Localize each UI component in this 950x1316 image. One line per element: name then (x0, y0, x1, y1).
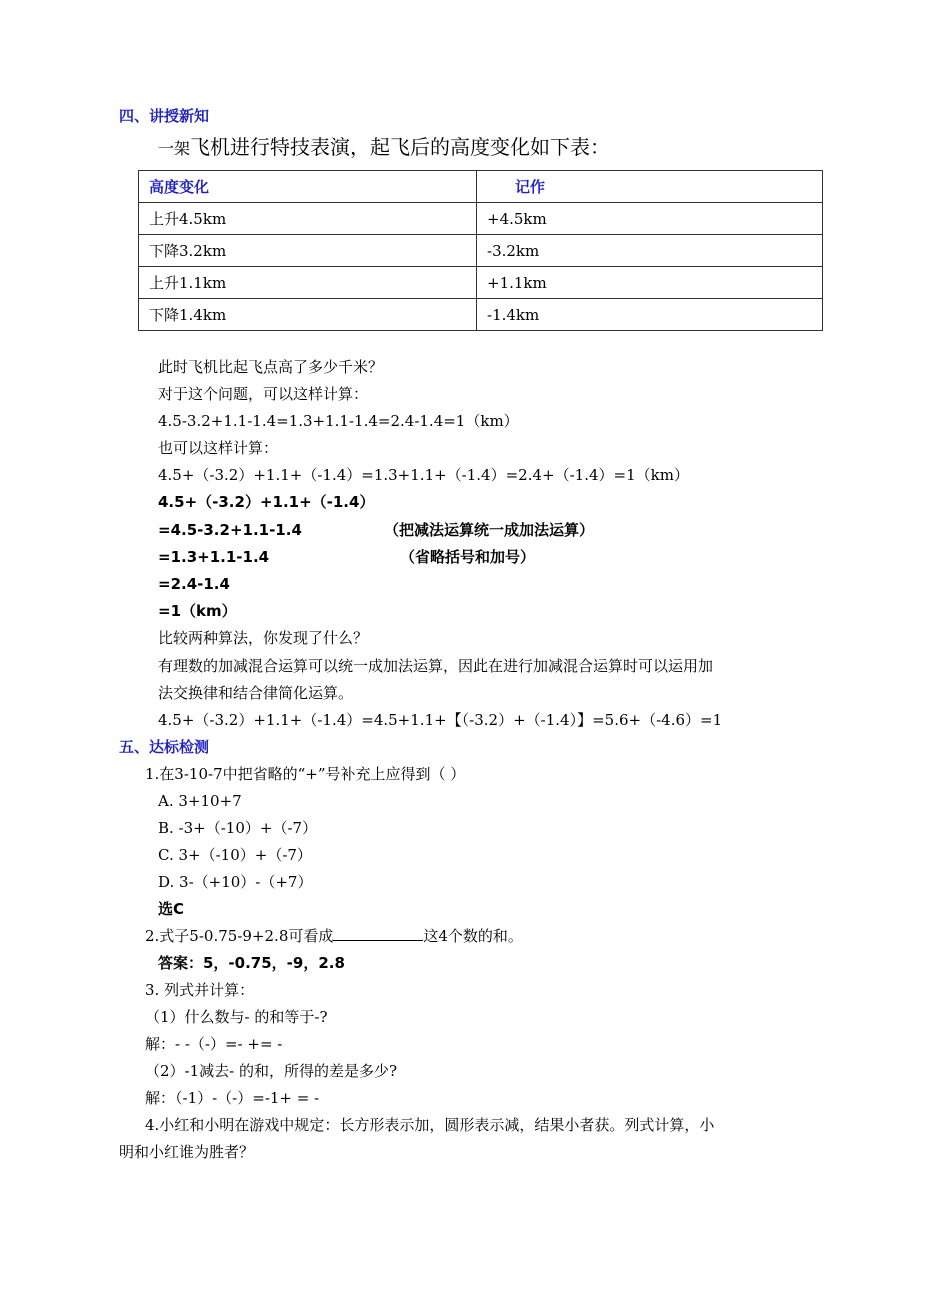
compare-line: 比较两种算法，你发现了什么？ (158, 629, 369, 647)
step-note: （把减法运算统一成加法运算） (384, 521, 595, 539)
question-3-1: （1）什么数与- 的和等于-? (145, 1008, 328, 1026)
option-c: C. 3+（-10）+（-7） (158, 846, 312, 864)
step-expr: =4.5-3.2+1.1-1.4 (158, 521, 302, 539)
table-row (139, 203, 823, 235)
table-row (139, 299, 823, 331)
intro-small: 一架 (158, 139, 191, 158)
section-heading-5: 五、达标检测 (119, 738, 210, 756)
table-header-cell: 高度变化 (139, 171, 477, 203)
section-heading-4: 四、讲授新知 (119, 107, 210, 125)
question-2-tail: 这4个数的和。 (423, 927, 523, 945)
step-expr: =2.4-1.4 (158, 575, 230, 593)
question-4: 4.小红和小明在游戏中规定：长方形表示加，圆形表示减，结果小者获。列式计算，小 (145, 1116, 715, 1134)
question-2-text: 2.式子5-0.75-9+2.8可看成 (145, 927, 334, 945)
table-header-cell: 记作 (477, 171, 823, 203)
intro-big: 飞机进行特技表演，起飞后的高度变化如下表： (190, 135, 611, 159)
solution-3-1: 解：- -（-）=- += - (145, 1035, 283, 1053)
step-expr: =1.3+1.1-1.4 (158, 548, 270, 566)
solution-3-2: 解：（-1）-（-）=-1+ = - (145, 1089, 320, 1107)
option-d: D. 3-（+10）-（+7） (158, 873, 313, 891)
calc-line: 4.5+（-3.2）+1.1+（-1.4）=1.3+1.1+（-1.4）=2.4+（-1.4）=1（km） (158, 466, 689, 484)
table-cell: 上升1.1km (139, 267, 477, 299)
table-cell: -1.4km (477, 299, 823, 331)
table-cell: -3.2km (477, 235, 823, 267)
table-cell: +1.1km (477, 267, 823, 299)
answer-1: 选C (158, 900, 185, 918)
question-1: 1.在3-10-7中把省略的“+”号补充上应得到（ ） (145, 765, 466, 783)
conclusion-line: 法交换律和结合律简化运算。 (158, 684, 354, 702)
question-3: 3. 列式并计算： (145, 981, 255, 999)
step-note: （省略括号和加号） (400, 548, 536, 566)
answer-blank (333, 926, 423, 941)
question-3-2: （2）-1减去- 的和，所得的差是多少? (145, 1062, 398, 1080)
text-line: 也可以这样计算： (158, 439, 279, 457)
table-cell: +4.5km (477, 203, 823, 235)
option-a: A. 3+10+7 (158, 792, 242, 810)
question-line: 此时飞机比起飞点高了多少千米？ (158, 358, 384, 376)
step-expr: 4.5+（-3.2）+1.1+（-1.4） (158, 493, 375, 511)
question-4-cont: 明和小红谁为胜者？ (119, 1143, 255, 1161)
table-header-row (139, 171, 823, 203)
altitude-table (138, 170, 823, 331)
text-line: 对于这个问题，可以这样计算： (158, 385, 369, 403)
table-row (139, 235, 823, 267)
table-cell: 上升4.5km (139, 203, 477, 235)
table-cell: 下降3.2km (139, 235, 477, 267)
table-row (139, 267, 823, 299)
conclusion-line: 有理数的加减混合运算可以统一成加法运算，因此在进行加减混合运算时可以运用加 (158, 657, 714, 675)
question-2 (145, 926, 523, 946)
table-cell: 下降1.4km (139, 299, 477, 331)
final-expr: 4.5+（-3.2）+1.1+（-1.4）=4.5+1.1+【（-3.2）+（-1.4）】=5.6+（-4.6）=1 (158, 711, 723, 729)
answer-2: 答案：5，-0.75，-9，2.8 (158, 954, 345, 972)
calc-line: 4.5-3.2+1.1-1.4=1.3+1.1-1.4=2.4-1.4=1（km） (158, 412, 519, 430)
intro-line (158, 134, 610, 160)
step-expr: =1（km） (158, 602, 237, 620)
option-b: B. -3+（-10）+（-7） (158, 819, 318, 837)
